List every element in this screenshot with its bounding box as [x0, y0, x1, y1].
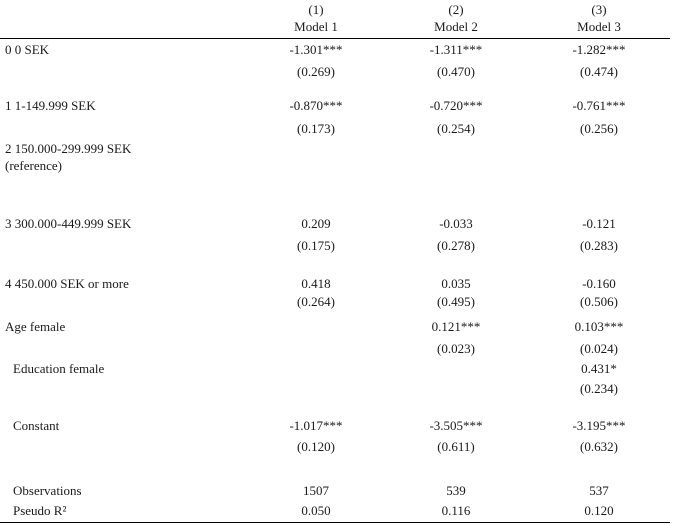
stat-cell: 537	[589, 483, 609, 498]
col1-title: Model 1	[294, 19, 338, 34]
stat-cell: 0.120	[584, 503, 614, 518]
row-label: 0 0 SEK	[5, 42, 50, 57]
coef-cell: 0.418	[301, 276, 331, 291]
row-label: Observations	[13, 483, 82, 498]
coef-cell: 0.431*	[581, 361, 617, 376]
row-label: 3 300.000-449.999 SEK	[5, 216, 132, 231]
coef-cell: -0.870***	[289, 98, 343, 113]
coef-cell: -0.033	[439, 216, 473, 231]
se-cell: (0.278)	[437, 238, 475, 253]
coef-cell: -3.505***	[429, 418, 483, 433]
stat-cell: 0.050	[301, 503, 331, 518]
se-cell: (0.256)	[580, 121, 618, 136]
se-cell: (0.264)	[297, 294, 335, 309]
coef-cell: -1.301***	[289, 42, 343, 57]
col2-number: (2)	[448, 2, 464, 17]
row-label: Constant	[13, 418, 60, 433]
se-cell: (0.023)	[437, 341, 475, 356]
se-cell: (0.120)	[297, 439, 335, 454]
row-label: Pseudo R²	[13, 503, 67, 518]
stat-cell: 539	[446, 483, 466, 498]
coef-cell: 0.121***	[431, 319, 481, 334]
stat-cell: 0.116	[441, 503, 471, 518]
se-cell: (0.470)	[437, 64, 475, 79]
col3-title: Model 3	[577, 19, 621, 34]
se-cell: (0.474)	[580, 64, 618, 79]
se-cell: (0.234)	[580, 381, 618, 396]
se-cell: (0.269)	[297, 64, 335, 79]
col3-number: (3)	[591, 2, 607, 17]
coef-cell: -0.761***	[572, 98, 626, 113]
se-cell: (0.506)	[580, 294, 618, 309]
se-cell: (0.283)	[580, 238, 618, 253]
coef-cell: 0.035	[441, 276, 471, 291]
stat-cell: 1507	[303, 483, 329, 498]
row-label: 2 150.000-299.999 SEK	[5, 141, 132, 156]
se-cell: (0.611)	[437, 439, 475, 454]
se-cell: (0.254)	[437, 121, 475, 136]
row-label: 4 450.000 SEK or more	[5, 276, 129, 291]
se-cell: (0.175)	[297, 238, 335, 253]
row-label: Education female	[13, 361, 105, 376]
coef-cell: -0.121	[582, 216, 616, 231]
coef-cell: -0.720***	[429, 98, 483, 113]
se-cell: (0.495)	[437, 294, 475, 309]
col1-number: (1)	[308, 2, 324, 17]
col2-title: Model 2	[434, 19, 478, 34]
coef-cell: 0.103***	[574, 319, 624, 334]
se-cell: (0.173)	[297, 121, 335, 136]
row-label: 1 1-149.999 SEK	[5, 98, 96, 113]
coef-cell: -0.160	[582, 276, 616, 291]
se-cell: (0.024)	[580, 341, 618, 356]
bottom-rule	[0, 522, 670, 523]
row-label-note: (reference)	[5, 158, 62, 173]
coef-cell: -1.017***	[289, 418, 343, 433]
coef-cell: -1.282***	[572, 42, 626, 57]
row-label: Age female	[5, 319, 66, 334]
header-rule	[0, 38, 670, 39]
coef-cell: 0.209	[301, 216, 331, 231]
coef-cell: -1.311***	[429, 42, 483, 57]
se-cell: (0.632)	[580, 439, 618, 454]
coef-cell: -3.195***	[572, 418, 626, 433]
